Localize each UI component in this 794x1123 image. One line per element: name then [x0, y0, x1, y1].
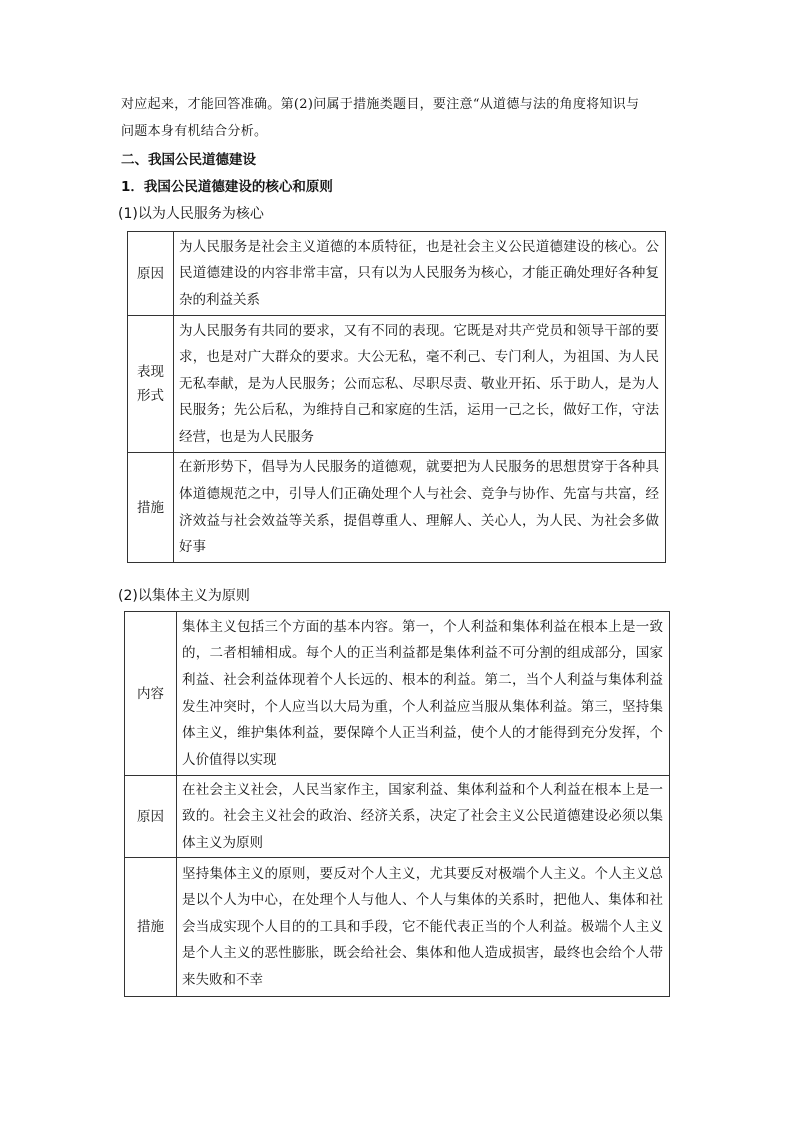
row-label-line: 表现 — [137, 364, 164, 380]
table-row — [125, 612, 670, 776]
table-row — [128, 232, 666, 316]
intro-line-2: 问题本身有机结合分析。 — [121, 124, 268, 139]
row-content: 为人民服务是社会主义道德的本质特征，也是社会主义公民道德建设的核心。公民道德建设的内容非常丰富，只有以为人民服务为核心，才能正确处理好各种复杂的利益关系 — [174, 232, 666, 316]
table-row — [125, 776, 670, 858]
table-row — [125, 858, 670, 997]
row-content: 在新形势下，倡导为人民服务的道德观，就要把为人民服务的思想贯穿于各种具体道德规范之中，引导人们正确处理个人与社会、竞争与协作、先富与共富，经济效益与社会效益等关系，提倡尊重人、理解人、关心人，为人民、为社会多做好事 — [174, 453, 666, 563]
row-label: 原因 — [125, 776, 177, 858]
row-content: 为人民服务有共同的要求，又有不同的表现。它既是对共产党员和领导干部的要求，也是对广大群众的要求。大公无私，毫不利己、专门利人，为祖国、为人民无私奉献，是为人民服务；公而忘私、尽职尽责、敬业开拓、乐于助人，是为人民服务；先公后私，为维持自己和家庭的生活，运用一己之长，做好工作，守法经营，也是为人民服务 — [174, 316, 666, 453]
row-label-line: 形式 — [137, 388, 164, 404]
row-content: 坚持集体主义的原则，要反对个人主义，尤其要反对极端个人主义。个人主义总是以个人为中心，在处理个人与他人、个人与集体的关系时，把他人、集体和社会当成实现个人目的的工具和手段，它不能代表正当的个人利益。极端个人主义是个人主义的恶性膨胀，既会给社会、集体和他人造成损害，最终也会给个人带来失败和不幸 — [177, 858, 670, 997]
row-label: 原因 — [128, 232, 174, 316]
row-label: 内容 — [125, 612, 177, 776]
table-row — [128, 453, 666, 563]
row-content: 在社会主义社会，人民当家作主，国家利益、集体利益和个人利益在根本上是一致的。社会主义社会的政治、经济关系，决定了社会主义公民道德建设必须以集体主义为原则 — [177, 776, 670, 858]
row-content: 集体主义包括三个方面的基本内容。第一，个人利益和集体利益在根本上是一致的，二者相辅相成。每个人的正当利益都是集体利益不可分割的组成部分，国家利益、社会利益体现着个人长远的、根本的利益。第二，当个人利益与集体利益发生冲突时，个人应当以大局为重，个人利益应当服从集体利益。第三，坚持集体主义，维护集体利益，要保障个人正当利益，使个人的才能得到充分发挥，个人价值得以实现 — [177, 612, 670, 776]
core-table — [127, 231, 666, 563]
part1-title: (1)以为人民服务为核心 — [118, 206, 264, 222]
part2-title: (2)以集体主义为原则 — [118, 588, 250, 604]
principle-table — [124, 611, 670, 997]
row-label: 措施 — [125, 858, 177, 997]
row-label: 措施 — [128, 453, 174, 563]
row-label — [128, 316, 174, 453]
section-title: 二、我国公民道德建设 — [121, 152, 256, 168]
intro-line-1: 对应起来，才能回答准确。第(2)问属于措施类题目，要注意“从道德与法的角度将知识与 — [121, 97, 640, 112]
table-row — [128, 316, 666, 453]
subsection-title: 1．我国公民道德建设的核心和原则 — [121, 179, 333, 195]
